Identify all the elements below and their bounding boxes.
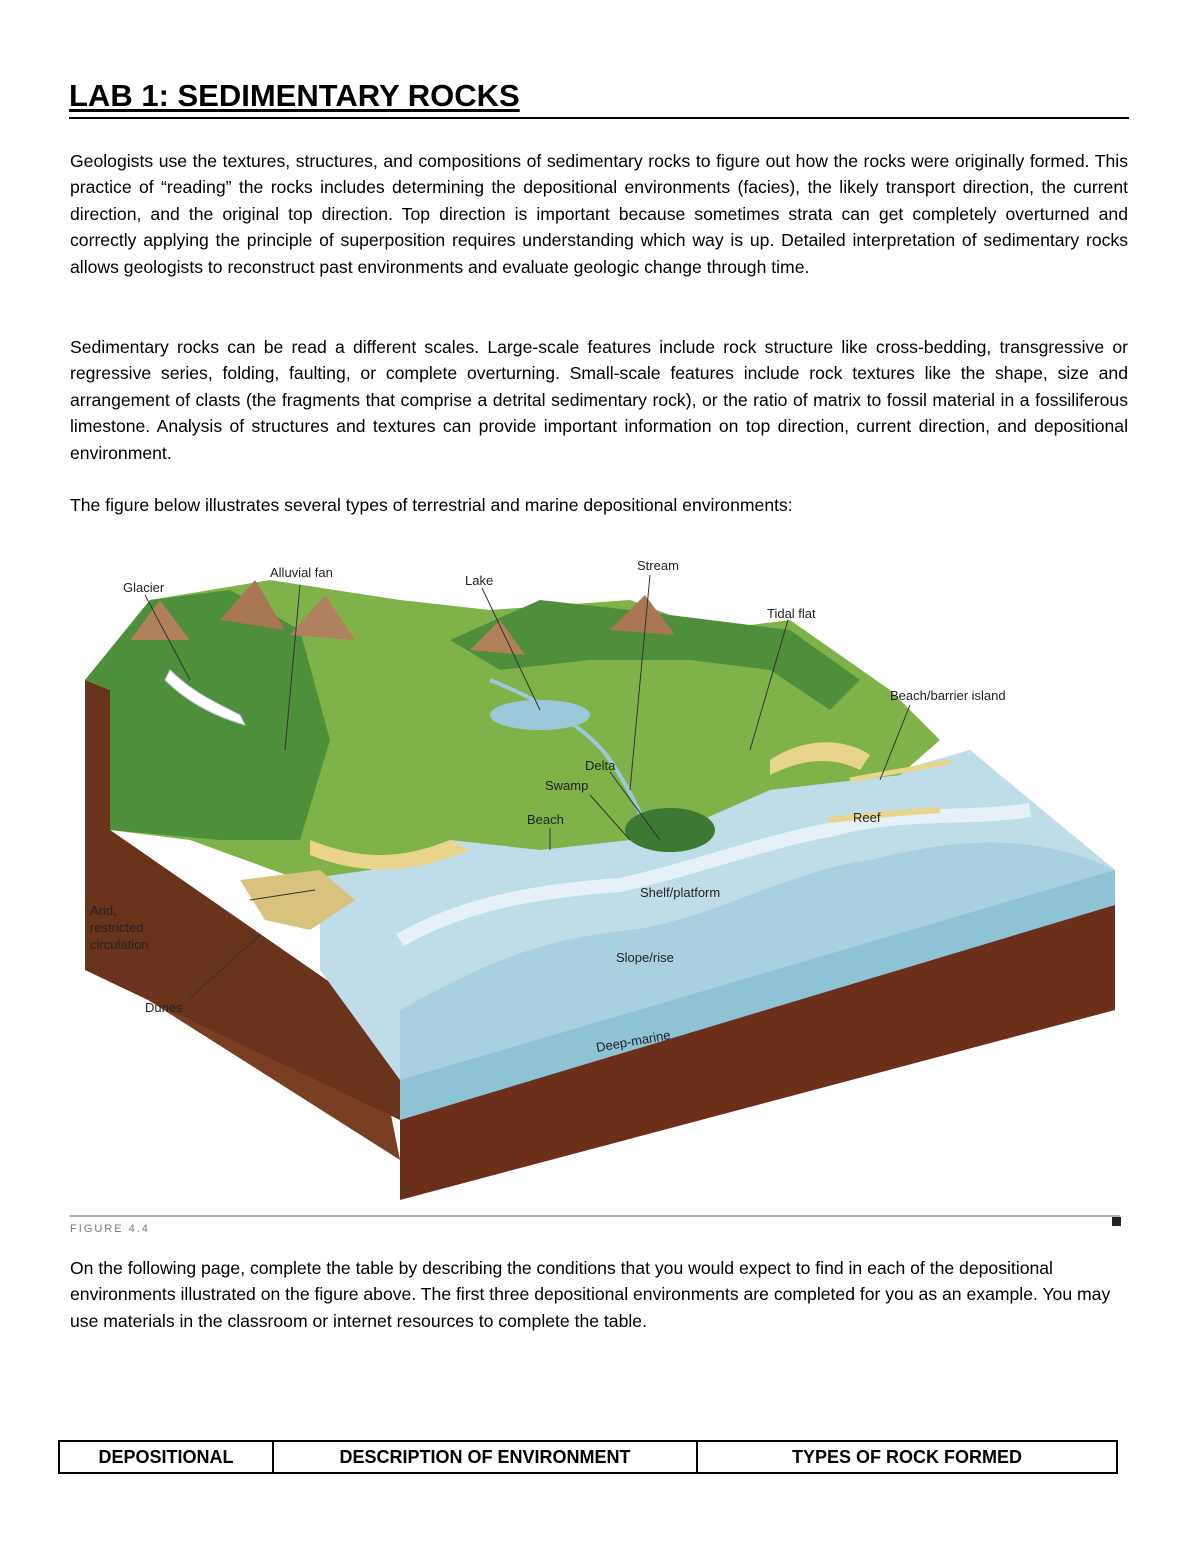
label-tidal-flat: Tidal flat bbox=[767, 606, 816, 621]
label-swamp: Swamp bbox=[545, 778, 589, 793]
scales-paragraph: Sedimentary rocks can be read a different scales. Large-scale features include rock structure like cross-bedding, transgressive or regressive series, folding, faulting, or complete overturning. Small-scale features include rock textures like the shape, size and arrangement of clasts (the fragments that comprise a detrital sedimentary rock), or the ratio of matrix to fossil material in a fossiliferous limestone. Analysis of structures and textures can provide important information on top direction, current direction, and depositional environment. bbox=[70, 337, 1128, 463]
left-hills bbox=[85, 590, 330, 840]
label-dunes: Dunes bbox=[145, 1000, 183, 1015]
table-header-row bbox=[59, 1441, 1117, 1473]
label-arid-line1: Arid, bbox=[90, 903, 117, 918]
label-beach-barrier: Beach/barrier island bbox=[890, 688, 1006, 703]
instructions-paragraph: On the following page, complete the table by describing the conditions that you would expect to find in each of the depositional environments illustrated on the figure above. The first three depositional environments are completed for you as an example. You may use materials in the classroom or internet resources to complete the table. bbox=[70, 1258, 1111, 1331]
label-deep-marine: Deep-marine bbox=[594, 1027, 672, 1055]
swamp-area bbox=[625, 808, 715, 852]
figure-intro-paragraph: The figure below illustrates several types of terrestrial and marine depositional environments: bbox=[70, 495, 793, 515]
label-arid-line3: circulation bbox=[90, 937, 149, 952]
page-title bbox=[69, 76, 1129, 119]
label-slope: Slope/rise bbox=[616, 950, 674, 965]
header-depositional: DEPOSITIONAL bbox=[59, 1441, 273, 1473]
page-title-text: LAB 1: SEDIMENTARY ROCKS bbox=[69, 78, 520, 113]
label-delta: Delta bbox=[585, 758, 616, 773]
label-shelf: Shelf/platform bbox=[640, 885, 721, 900]
intro-paragraph: Geologists use the textures, structures, and compositions of sedimentary rocks to figure out how the rocks were originally formed. This practice of “reading” the rocks includes determining the depositional environments (facies), the likely transport direction, the current direction, and the original top direction. Top direction is important because sometimes strata can get completely overturned and correctly applying the principle of superposition requires understanding which way is up. Detailed interpretation of sedimentary rocks allows geologists to reconstruct past environments and evaluate geologic change through time. bbox=[70, 151, 1128, 277]
label-glacier: Glacier bbox=[123, 580, 165, 595]
label-arid-line2: restricted bbox=[90, 920, 144, 935]
header-rock-types: TYPES OF ROCK FORMED bbox=[697, 1441, 1117, 1473]
header-description: DESCRIPTION OF ENVIRONMENT bbox=[273, 1441, 697, 1473]
block-diagram bbox=[70, 540, 1130, 1240]
caption-marker bbox=[1112, 1217, 1121, 1226]
label-stream: Stream bbox=[637, 558, 679, 573]
label-alluvial-fan: Alluvial fan bbox=[270, 565, 333, 580]
depositional-environments-figure bbox=[70, 540, 1130, 1240]
label-beach: Beach bbox=[527, 812, 564, 827]
label-lake: Lake bbox=[465, 573, 494, 588]
label-reef: Reef bbox=[853, 810, 881, 825]
figure-caption: FIGURE 4.4 bbox=[70, 1223, 150, 1235]
environment-table bbox=[58, 1440, 1118, 1474]
